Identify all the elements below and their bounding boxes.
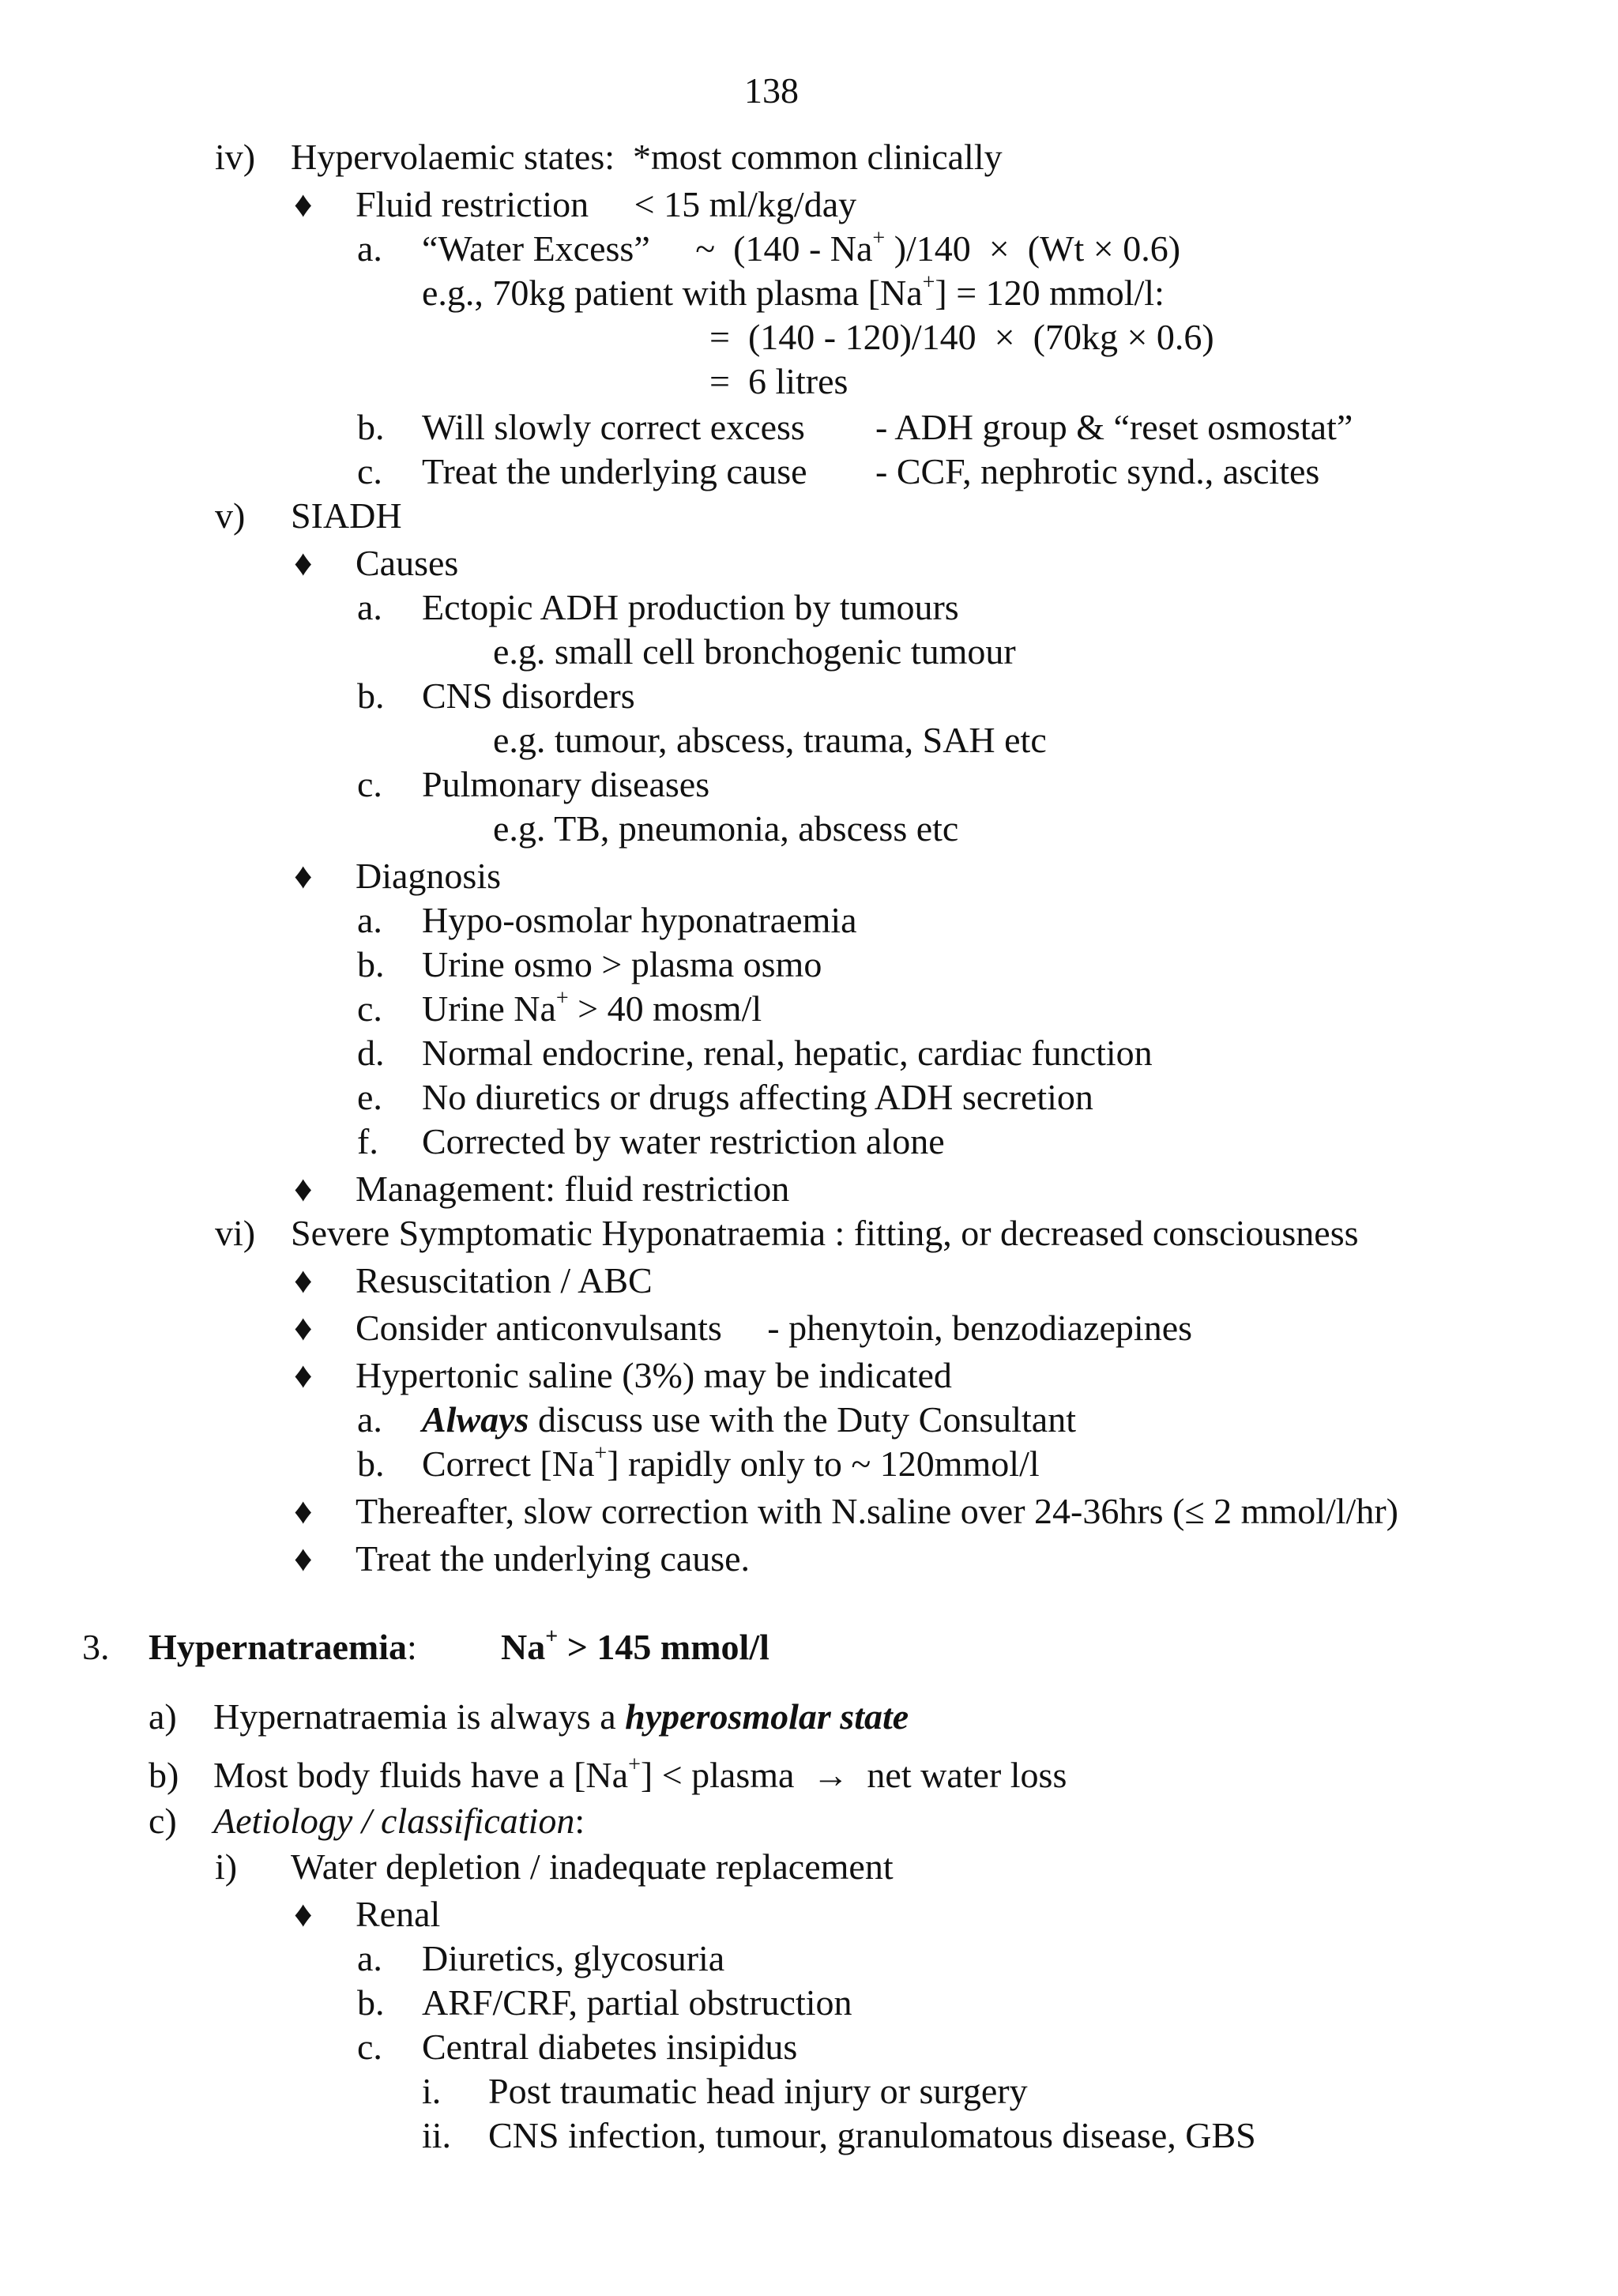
superscript: + [922,270,935,295]
aetiology-heading [213,1803,585,1839]
item-label: c. [357,2027,382,2067]
formula-text: “Water Excess” ~ (140 - Na [422,228,873,269]
diagnosis-item: Normal endocrine, renal, hepatic, cardiac function [422,1033,1153,1073]
item-label: b. [357,1982,385,2023]
diagnosis-text: Urine Na [422,988,556,1029]
bullet-diamond-icon: ♦ [294,1260,313,1300]
item-label: d. [357,1033,385,1073]
renal-item: ARF/CRF, partial obstruction [422,1982,852,2023]
superscript: + [545,1624,559,1649]
item-label: a. [357,228,382,269]
page-number: 138 [744,70,799,111]
line-tail: ] < plasma → net water loss [640,1755,1067,1795]
emphasis-text: Always [422,1399,529,1440]
section-heading-iv: Hypervolaemic states: *most common clinically [291,137,1003,177]
bullet-diamond-icon: ♦ [294,1538,313,1579]
item-label: a) [149,1696,177,1737]
diagnosis-item [422,986,762,1029]
item-label: e. [357,1077,382,1117]
item-label: a. [357,900,382,940]
calculation-line-2: = 6 litres [709,361,849,401]
water-depletion-heading: Water depletion / inadequate replacement [291,1846,894,1887]
item-label: a. [357,587,382,627]
diagnosis-item: Hypo-osmolar hyponatraemia [422,900,857,940]
treat-cause-text: Treat the underlying cause [422,451,807,491]
cause-pulmonary: Pulmonary diseases [422,764,710,804]
cause-example: e.g. small cell bronchogenic tumour [493,631,1016,672]
line-text: discuss use with the Duty Consultant [529,1399,1077,1440]
slow-correct-note: - ADH group & “reset osmostat” [875,407,1353,447]
bullet-diamond-icon: ♦ [294,1491,313,1531]
criterion-text: Na [501,1627,546,1667]
item-label: b) [149,1755,179,1795]
hypernatraemia-criterion [501,1624,769,1667]
fluid-restriction-line: Fluid restriction < 15 ml/kg/day [356,184,857,224]
section-numeral-v: v) [215,495,246,536]
section-heading-siadh: SIADH [291,495,402,536]
item-label: b. [357,676,385,716]
heading-text: Aetiology / classification [213,1801,575,1841]
diagnosis-heading: Diagnosis [356,856,501,896]
line-text: Most body fluids have a [Na [213,1755,629,1795]
diagnosis-item: Corrected by water restriction alone [422,1121,945,1161]
cause-ectopic-adh: Ectopic ADH production by tumours [422,587,959,627]
title-colon: : [407,1627,417,1667]
line-text: Correct [Na [422,1443,595,1484]
diagnosis-item: No diuretics or drugs affecting ADH secretion [422,1077,1093,1117]
item-label: c. [357,988,382,1029]
bullet-text: Hypertonic saline (3%) may be indicated [356,1355,952,1395]
bullet-text: Treat the underlying cause. [356,1538,751,1579]
item-label: i. [422,2071,442,2111]
item-label: a. [357,1399,382,1440]
example-text: e.g., 70kg patient with plasma [Na [422,273,923,313]
bullet-diamond-icon: ♦ [294,1355,313,1395]
section-numeral-vi: vi) [215,1213,256,1253]
diagnosis-item: Urine osmo > plasma osmo [422,944,822,984]
title-text: Hypernatraemia [149,1627,408,1667]
sub-item: CNS infection, tumour, granulomatous disease, GBS [488,2115,1256,2155]
example-tail: ] = 120 mmol/l: [935,273,1165,313]
example-line [422,270,1165,313]
item-label: c. [357,451,382,491]
item-label: b. [357,1443,385,1484]
bullet-text: Thereafter, slow correction with N.saline over 24-36hrs (≤ 2 mmol/l/hr) [356,1491,1398,1531]
cause-cns: CNS disorders [422,676,635,716]
renal-item: Central diabetes insipidus [422,2027,798,2067]
superscript: + [628,1752,641,1777]
item-label: c. [357,764,382,804]
slow-correct-text: Will slowly correct excess [422,407,805,447]
section-heading-vi: Severe Symptomatic Hyponatraemia : fitting, or decreased consciousness [291,1213,1359,1253]
hyperosmolar-line [213,1696,909,1737]
correct-na-line [422,1441,1040,1484]
section-numeral-i: i) [215,1846,238,1887]
emphasis-text: hyperosmolar state [625,1696,909,1737]
bullet-text: Consider anticonvulsants - phenytoin, benzodiazepines [356,1308,1193,1348]
section-title [149,1629,417,1666]
item-label: c) [149,1801,177,1841]
sub-item: Post traumatic head injury or surgery [488,2071,1028,2111]
bullet-text: Resuscitation / ABC [356,1260,653,1300]
formula-tail: )/140 × (Wt × 0.6) [885,228,1181,269]
body-fluids-line [213,1752,1067,1795]
calculation-line-1: = (140 - 120)/140 × (70kg × 0.6) [709,317,1214,357]
section-numeral-iv: iv) [215,137,256,177]
superscript: + [555,986,569,1011]
bullet-diamond-icon: ♦ [294,1894,313,1934]
item-label: b. [357,944,385,984]
heading-colon: : [574,1801,585,1841]
item-label: b. [357,407,385,447]
superscript: + [872,226,886,250]
line-tail: ] rapidly only to ~ 120mmol/l [607,1443,1040,1484]
criterion-tail: > 145 mmol/l [558,1627,769,1667]
causes-heading: Causes [356,543,459,583]
cause-example: e.g. tumour, abscess, trauma, SAH etc [493,720,1047,760]
management-line: Management: fluid restriction [356,1169,790,1209]
bullet-diamond-icon: ♦ [294,1169,313,1209]
diagnosis-tail: > 40 mosm/l [568,988,762,1029]
always-discuss-line [422,1399,1077,1440]
section-number: 3. [82,1627,110,1667]
bullet-diamond-icon: ♦ [294,543,313,583]
item-label: ii. [422,2115,452,2155]
renal-item: Diuretics, glycosuria [422,1938,725,1978]
item-label: f. [357,1121,378,1161]
bullet-diamond-icon: ♦ [294,856,313,896]
line-text: Hypernatraemia is always a [213,1696,626,1737]
water-excess-formula [422,226,1181,269]
bullet-diamond-icon: ♦ [294,1308,313,1348]
treat-cause-note: - CCF, nephrotic synd., ascites [875,451,1320,491]
cause-example: e.g. TB, pneumonia, abscess etc [493,808,959,849]
superscript: + [594,1441,608,1466]
item-label: a. [357,1938,382,1978]
bullet-diamond-icon: ♦ [294,184,313,224]
renal-heading: Renal [356,1894,441,1934]
